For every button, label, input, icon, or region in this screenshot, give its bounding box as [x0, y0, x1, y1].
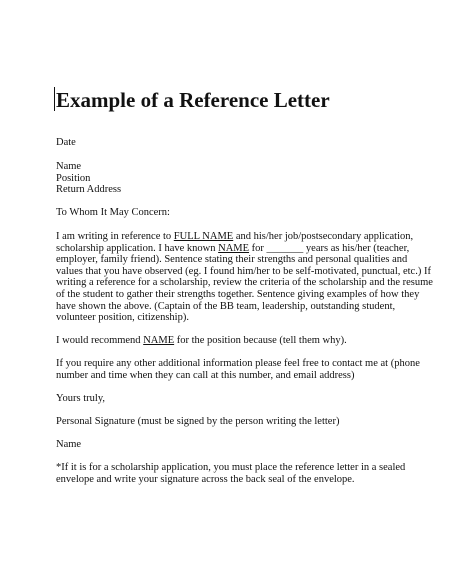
sender-name: Name [56, 161, 82, 172]
paragraph-line [56, 231, 426, 243]
closing-block [56, 393, 426, 405]
paragraph-line: values that you have observed (eg. I found him/her to be self-motivated, punctual, etc.) If [56, 265, 431, 277]
paragraph-line: If you require any other additional information please feel free to contact me at (phone [56, 358, 420, 369]
text-run: for _______ years as his/her (teacher, [249, 242, 410, 254]
paragraph-line: number and time when they can call at this number, and email address) [56, 369, 355, 381]
placeholder-full-name: FULL NAME [173, 231, 234, 242]
text-run: and his/her job/postsecondary application, [233, 231, 414, 242]
paragraph-line: volunteer position, citizenship). [56, 312, 189, 324]
text-cursor [54, 87, 55, 111]
page-title: Example of a Reference Letter [56, 88, 330, 112]
sender-return-address: Return Address [56, 184, 122, 196]
placeholder-name: NAME [143, 335, 175, 346]
paragraph-contact [56, 358, 426, 381]
text-run: I would recommend [56, 335, 144, 346]
placeholder-name: NAME [218, 242, 250, 254]
footnote-block [56, 462, 426, 485]
footnote-line: *If it is for a scholarship application, you must place the reference letter in a sealed [56, 462, 406, 473]
paragraph-line: writing a reference for a scholarship, review the criteria of the scholarship and the resume [56, 277, 433, 289]
signature-line: Personal Signature (must be signed by the person writing the letter) [56, 416, 340, 427]
footnote-line: envelope and write your signature across the back seal of the envelope. [56, 473, 355, 485]
paragraph-line [56, 243, 426, 255]
paragraph-recommend [56, 335, 426, 347]
sender-address-block [56, 161, 426, 196]
sender-position: Position [56, 172, 91, 184]
text-run: I am writing in reference to [56, 231, 174, 242]
date-line [56, 137, 426, 149]
text-run: for the position because (tell them why). [174, 335, 347, 346]
closing: Yours truly, [56, 393, 106, 404]
salutation: To Whom It May Concern: [56, 207, 170, 218]
paragraph-line [56, 335, 426, 347]
text-run: scholarship application. I have known [56, 242, 219, 254]
signature-block [56, 416, 426, 428]
paragraph-line: of the student to gather their strengths together. Sentence giving examples of how they [56, 288, 420, 300]
closing-name: Name [56, 439, 82, 450]
paragraph-line: employer, family friend). Sentence stating their strengths and personal qualities and [56, 254, 408, 266]
date-text: Date [56, 137, 76, 148]
salutation-block [56, 207, 426, 219]
paragraph-reference [56, 231, 433, 324]
paragraph-line: have shown the above. (Captain of the BB team, leadership, outstanding student, [56, 300, 396, 312]
name-block [56, 439, 426, 451]
